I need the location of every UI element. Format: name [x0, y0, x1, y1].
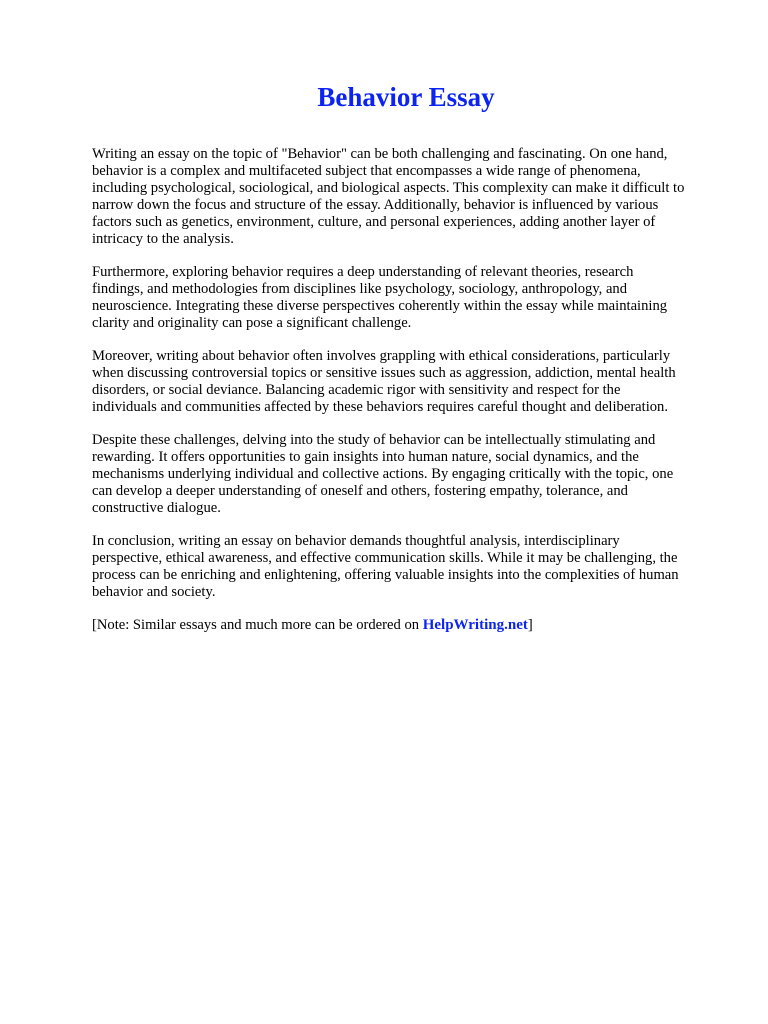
text-line: Despite these challenges, delving into the study of behavior can be intellectually stimulating and [92, 432, 656, 448]
text-line: constructive dialogue. [92, 500, 221, 516]
essay-paragraph [92, 348, 732, 416]
note-suffix: ] [527, 617, 533, 633]
text-line: neuroscience. Integrating these diverse perspectives coherently within the essay while maintaining [92, 298, 668, 314]
paragraph-list [92, 146, 732, 601]
text-line: factors such as genetics, environment, culture, and personal experiences, adding another layer of [92, 214, 656, 230]
text-line: Writing an essay on the topic of "Behavior" can be both challenging and fascinating. On one hand, [92, 146, 668, 162]
text-line: narrow down the focus and structure of the essay. Additionally, behavior is influenced by various [92, 197, 659, 213]
text-line: intricacy to the analysis. [92, 231, 234, 247]
essay-paragraph [92, 146, 732, 248]
text-line: Moreover, writing about behavior often involves grappling with ethical considerations, particularly [92, 348, 671, 364]
text-line: can develop a deeper understanding of oneself and others, fostering empathy, tolerance, and [92, 483, 628, 499]
text-line: including psychological, sociological, and biological aspects. This complexity can make it difficult to [92, 180, 685, 196]
text-line: individuals and communities affected by these behaviors requires careful thought and deliberation. [92, 399, 669, 415]
essay-paragraph [92, 264, 732, 332]
text-line: mechanisms underlying individual and collective actions. By engaging critically with the topic, one [92, 466, 674, 482]
note-paragraph [92, 617, 732, 634]
text-line: rewarding. It offers opportunities to gain insights into human nature, social dynamics, and the [92, 449, 639, 465]
text-line: clarity and originality can pose a significant challenge. [92, 315, 412, 331]
helpwriting-link[interactable]: HelpWriting.net [422, 617, 528, 633]
page-title: Behavior Essay [317, 82, 495, 112]
text-line: findings, and methodologies from disciplines like psychology, sociology, anthropology, and [92, 281, 628, 297]
text-line: In conclusion, writing an essay on behavior demands thoughtful analysis, interdisciplinary [92, 533, 620, 549]
text-line: behavior and society. [92, 584, 216, 600]
text-line: behavior is a complex and multifaceted subject that encompasses a wide range of phenomena, [92, 163, 641, 179]
essay-paragraph [92, 432, 732, 517]
text-line: Furthermore, exploring behavior requires a deep understanding of relevant theories, research [92, 264, 634, 280]
text-line: disorders, or social deviance. Balancing academic rigor with sensitivity and respect for the [92, 382, 621, 398]
essay-paragraph [92, 533, 732, 601]
essay-body [92, 146, 732, 650]
text-line: when discussing controversial topics or sensitive issues such as aggression, addiction, mental health [92, 365, 676, 381]
note-prefix: [Note: Similar essays and much more can be ordered on [92, 617, 423, 633]
text-line: process can be enriching and enlightening, offering valuable insights into the complexities of human [92, 567, 679, 583]
text-line: perspective, ethical awareness, and effective communication skills. While it may be challenging, the [92, 550, 678, 566]
